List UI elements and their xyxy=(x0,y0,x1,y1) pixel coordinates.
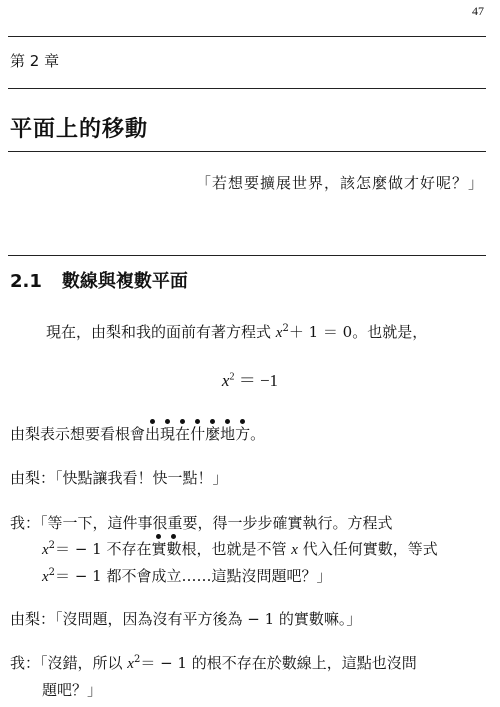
math-exponent: 2 xyxy=(48,540,56,551)
chapter-title: 平面上的移動 xyxy=(10,117,149,142)
dialogue-me-2 xyxy=(10,650,488,703)
math-variable: x xyxy=(127,656,134,672)
math-exponent: 2 xyxy=(282,323,289,334)
math-variable: x xyxy=(42,569,49,585)
emphasis-char: 現 xyxy=(160,425,176,443)
paragraph-text: ＝ − 1 的根不存在於數線上，這點也沒問 xyxy=(140,654,417,672)
paragraph-text: 由梨表示想要看根會 xyxy=(10,425,146,443)
emphasis-char: 地 xyxy=(220,425,236,443)
top-rule xyxy=(8,36,486,37)
math-exponent: 2 xyxy=(229,371,235,383)
emphasis-char: 方 xyxy=(235,425,251,443)
math-exponent: 2 xyxy=(48,567,56,578)
epigraph: 「若想要擴展世界，該怎麼做才好呢？」 xyxy=(195,174,484,192)
section-number: 2.1 xyxy=(10,271,42,292)
dialogue-line xyxy=(10,536,488,563)
chapter-rule xyxy=(8,88,486,89)
emphasis-char: 什 xyxy=(190,425,206,443)
math-variable: x xyxy=(291,542,298,558)
paragraph-text: 現在，由梨和我的面前有著方程式 xyxy=(46,323,276,341)
paragraph-text: 。 xyxy=(250,425,266,443)
emphasis-char: 麼 xyxy=(205,425,221,443)
section-title: 數線與複數平面 xyxy=(61,271,188,292)
emphasis-char: 出 xyxy=(145,425,161,443)
display-equation xyxy=(0,366,500,391)
math-variable: x xyxy=(221,371,230,390)
emphasis-char: 數 xyxy=(166,540,182,558)
dialogue-line: 題吧？」 xyxy=(42,681,103,699)
dialogue-yuri-1: 由梨：「快點讓我看！快一點！」 xyxy=(10,469,228,487)
dialogue-line xyxy=(10,650,488,677)
math-exponent: 2 xyxy=(133,654,141,665)
dialogue-line xyxy=(10,563,488,590)
paragraph-text: ＝ − 1 不存在 xyxy=(55,540,152,558)
paragraph-text: 根，也就是不管 xyxy=(181,540,292,558)
math-variable: x xyxy=(42,542,49,558)
dialogue-yuri-2: 由梨：「沒問題，因為沒有平方後為 − 1 的實數嘛。」 xyxy=(10,610,362,628)
paragraph-text: 我：「沒錯，所以 xyxy=(10,654,128,672)
paragraph-text: 代入任何實數，等式 xyxy=(297,540,438,558)
math-rest: ＝ −1 xyxy=(234,371,279,390)
chapter-label: 第 2 章 xyxy=(10,52,60,70)
math-variable: x xyxy=(275,325,283,341)
paragraph-yuri-wants xyxy=(10,421,265,447)
emphasis-char: 實 xyxy=(151,540,167,558)
title-rule xyxy=(8,151,486,152)
paragraph-text: ＝ − 1 都不會成立……這點沒問題吧？」 xyxy=(55,567,332,585)
section-heading xyxy=(10,267,188,293)
section-rule xyxy=(8,255,486,256)
paragraph-text: ＋ 1 ＝ 0。也就是， xyxy=(288,323,428,341)
dialogue-line: 我：「等一下，這件事很重要，得一步步確實執行。方程式 xyxy=(10,514,393,532)
dialogue-me-1 xyxy=(10,510,488,590)
emphasis-char: 在 xyxy=(175,425,191,443)
paragraph-intro xyxy=(46,319,427,346)
page-number: 47 xyxy=(472,4,484,18)
